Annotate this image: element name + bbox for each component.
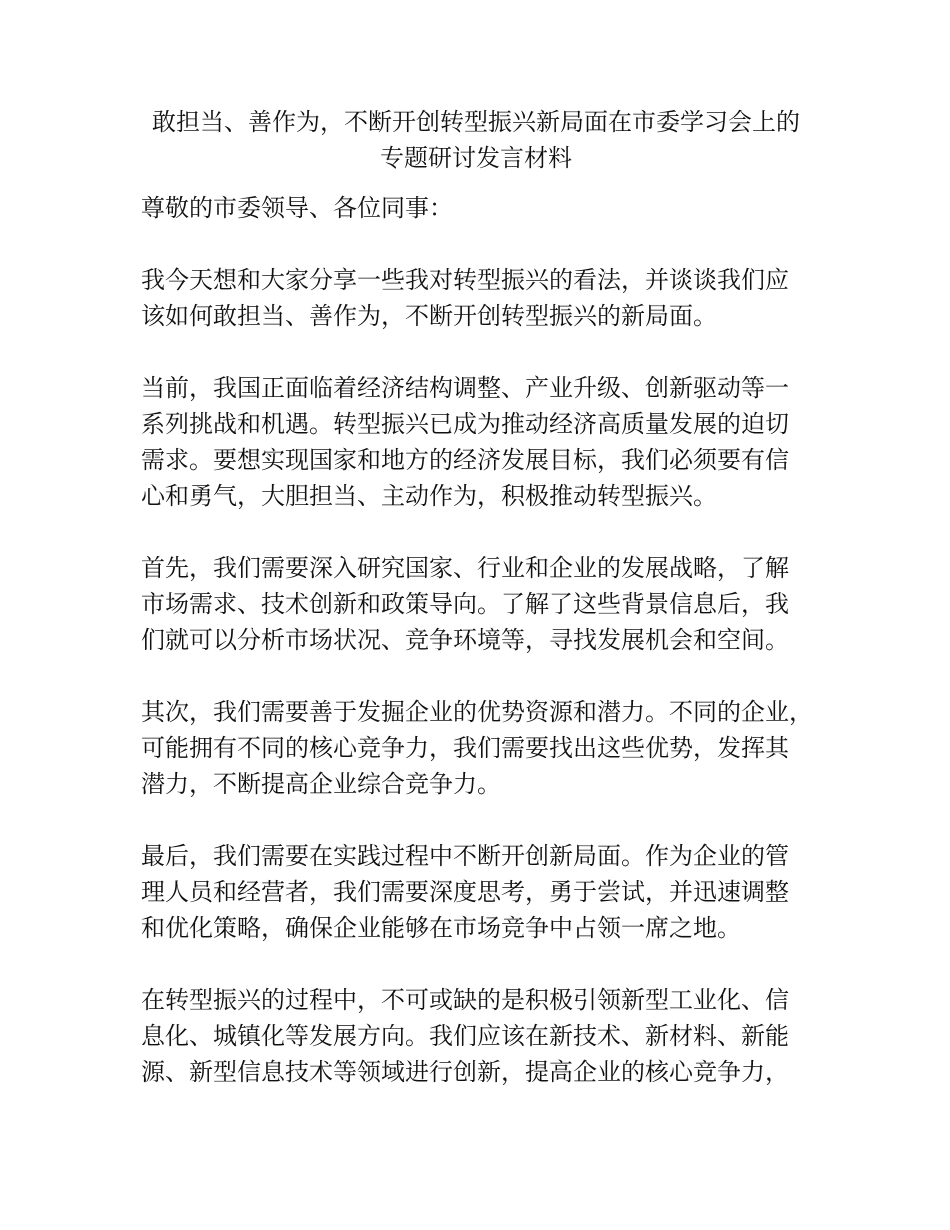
paragraph-line: 该如何敢担当、善作为，不断开创转型振兴的新局面。 [141, 302, 717, 330]
paragraph-line: 市场需求、技术创新和政策导向。了解了这些背景信息后，我 [141, 590, 789, 618]
paragraph-line: 需求。要想实现国家和地方的经济发展目标，我们必须要有信 [141, 446, 789, 474]
paragraph-line: 在转型振兴的过程中，不可或缺的是积极引领新型工业化、信 [141, 986, 789, 1014]
paragraph-line: 其次，我们需要善于发掘企业的优势资源和潜力。不同的企业， [141, 698, 813, 726]
paragraph-2 [141, 370, 811, 514]
paragraph-4 [141, 694, 811, 802]
document-body [141, 104, 811, 1090]
document-title [141, 104, 811, 176]
paragraph-line: 源、新型信息技术等领域进行创新，提高企业的核心竞争力， [141, 1058, 789, 1086]
paragraph-1 [141, 262, 811, 334]
paragraph-line: 们就可以分析市场状况、竞争环境等，寻找发展机会和空间。 [141, 626, 789, 654]
paragraph-line: 我今天想和大家分享一些我对转型振兴的看法，并谈谈我们应 [141, 266, 789, 294]
salutation: 尊敬的市委领导、各位同事： [141, 194, 453, 222]
paragraph-line: 可能拥有不同的核心竞争力，我们需要找出这些优势，发挥其 [141, 734, 789, 762]
title-line: 敢担当、善作为，不断开创转型振兴新局面在市委学习会上的 [152, 108, 800, 136]
paragraph-line: 潜力，不断提高企业综合竞争力。 [141, 770, 501, 798]
paragraph-6 [141, 982, 811, 1090]
paragraph-line: 息化、城镇化等发展方向。我们应该在新技术、新材料、新能 [141, 1022, 789, 1050]
paragraph-5 [141, 838, 811, 946]
paragraph-line: 最后，我们需要在实践过程中不断开创新局面。作为企业的管 [141, 842, 789, 870]
paragraph-line: 理人员和经营者，我们需要深度思考，勇于尝试，并迅速调整 [141, 878, 789, 906]
title-line: 专题研讨发言材料 [380, 144, 572, 172]
paragraph-3 [141, 550, 811, 658]
paragraph-line: 系列挑战和机遇。转型振兴已成为推动经济高质量发展的迫切 [141, 410, 789, 438]
paragraph-line: 当前，我国正面临着经济结构调整、产业升级、创新驱动等一 [141, 374, 789, 402]
paragraph-line: 和优化策略，确保企业能够在市场竞争中占领一席之地。 [141, 914, 741, 942]
paragraph-line: 首先，我们需要深入研究国家、行业和企业的发展战略，了解 [141, 554, 789, 582]
paragraph-line: 心和勇气，大胆担当、主动作为，积极推动转型振兴。 [141, 482, 717, 510]
